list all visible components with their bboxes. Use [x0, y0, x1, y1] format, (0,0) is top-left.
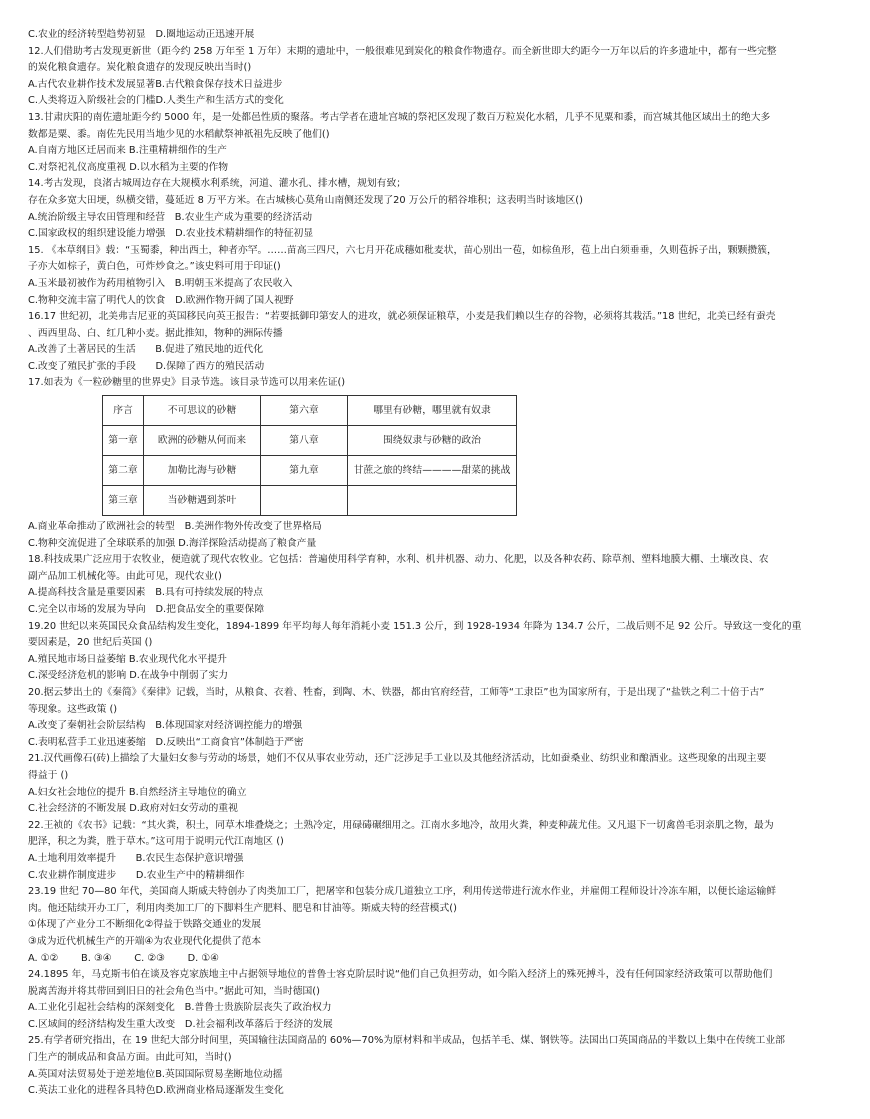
text-line: 22.王祯的《农书》记载：“其火粪，积土，同草木堆叠烧之；土熟冷定，用碌碡碾细用之。江南水多地冷，故用火粪，种麦种蔬尤佳。又凡退下一切禽兽毛羽亲肌之物，最为 [28, 819, 774, 831]
text-line: A.提高科技含量是重要因素 B.具有可持续发展的特点 [28, 587, 264, 599]
text-line: C.农业耕作制度进步 D.农业生产中的精耕细作 [28, 869, 245, 881]
text-line: 脱离苦海并将其带回到旧日的社会角色当中。”据此可知，当时德国() [28, 985, 320, 997]
text-line: C.区域间的经济结构发生重大改变 D.社会福利改革落后于经济的发展 [28, 1018, 333, 1030]
text-line: A.商业革命推动了欧洲社会的转型 B.美洲作物外传改变了世界格局 [28, 521, 322, 533]
toc-chapter-label: 第九章 [261, 456, 348, 486]
toc-chapter-title: 加勒比海与砂糖 [144, 456, 261, 486]
text-line: A.自南方地区迁居而来 B.注重精耕细作的生产 [28, 145, 227, 157]
toc-chapter-title: 围绕奴隶与砂糖的政治 [348, 426, 517, 456]
text-line: 18.科技成果广泛应用于农牧业，便造就了现代农牧业。它包括：普遍使用科学育种，水利、机井机器、动力、化肥，以及各种农药、除草剂、塑料地膜大棚、土壤改良、农 [28, 554, 769, 566]
text-line: 数都是粟、黍。南佐先民用当地少见的水稻献祭神祇祖先反映了他们() [28, 128, 330, 140]
text-line: A.殖民地市场日益萎缩 B.农业现代化水平提升 [28, 653, 227, 665]
text-line: A.改变了秦朝社会阶层结构 B.体现国家对经济调控能力的增强 [28, 720, 303, 732]
text-line: 14.考古发现，良渚古城周边存在大规模水利系统，河道、灌水孔、排水槽，规划有致； [28, 178, 407, 190]
text-line: 得益于 () [28, 769, 69, 781]
text-line: ①体现了产业分工不断细化②得益于铁路交通业的发展 [28, 919, 262, 931]
toc-chapter-title [348, 486, 517, 516]
toc-chapter-title: 不可思议的砂糖 [144, 396, 261, 426]
text-line: 要因素是，20 世纪后英国 () [28, 637, 153, 649]
text-line: 13.甘肃庆阳的南佐遗址距今约 5000 年，是一处都邑性质的聚落。考古学者在遗址宫城的祭祀区发现了数百万粒炭化水稻，几乎不见粟和黍，而宫城其他区域出土的绝大多 [28, 111, 771, 123]
text-line: 子亦大如棕子，黄白色，可炸炒食之。”该史料可用于印证() [28, 261, 281, 273]
text-line: 23.19 世纪 70—80 年代，美国商人斯威夫特创办了肉类加工厂，把屠宰和包装分成几道独立工序，利用传送带进行流水作业，并雇佣工程师设计冷冻车厢，以便长途运输鲜 [28, 886, 777, 898]
text-line: 15. 《本草纲目》载：“玉蜀黍，种出西土，种者亦罕。……苗高三四尺，六七月开花成穗如秕麦状，苗心别出一苞，如棕鱼形，苞上出白须垂垂，久则苞拆子出，颗颗攒簇， [28, 244, 777, 256]
text-line: C.英法工业化的进程各具特色D.欧洲商业格局逐渐发生变化 [28, 1085, 284, 1097]
text-line: 存在众多宽大田埂，纵横交错，蔓延近 8 万平方米。在古城核心莫角山南侧还发现了20 万公斤的稻谷堆积；这表明当时该地区() [28, 194, 583, 206]
toc-chapter-label: 第二章 [103, 456, 144, 486]
text-line: A.统治阶级主导农田管理和经营 B.农业生产成为重要的经济活动 [28, 211, 312, 223]
text-line: 20.据云梦出土的《秦简》《秦律》记载，当时，从粮食、衣着、牲畜，到陶、木、铁器，都由官府经营，工师等“工隶臣”也为国家所有，于是出现了“盐铁之利二十倍于古” [28, 687, 765, 698]
table-row [103, 456, 517, 486]
text-line: C.深受经济危机的影响 D.在战争中削弱了实力 [28, 670, 229, 682]
text-line: 肥泽，积之为粪，胜于草木。”这可用于说明元代江南地区 () [28, 836, 284, 848]
question-block-bottom [28, 519, 842, 1100]
text-line: A.土地利用效率提升 B.农民生态保护意识增强 [28, 852, 244, 864]
text-line: A.改善了土著居民的生活 B.促进了殖民地的近代化 [28, 344, 264, 356]
text-line: 24.1895 年，马克斯韦伯在谈及容克家族地主中占据领导地位的普鲁士容克阶层时说“他们自己负担劳动，如今陷入经济上的殊死搏斗，没有任何国家经济政策可以帮助他们 [28, 969, 773, 981]
text-line: 肉。他还陆续开办工厂，利用肉类加工厂的下脚料生产肥料、肥皂和甘油等。斯威夫特的经营模式() [28, 902, 457, 914]
text-line: ③成为近代机械生产的开端④为农业现代化提供了范本 [28, 935, 262, 947]
text-line: 副产品加工机械化等。由此可见，现代农业() [28, 570, 222, 582]
toc-chapter-label [261, 486, 348, 516]
toc-table-wrapper [102, 395, 842, 516]
text-line: C.物种交流丰富了明代人的饮食 D.欧洲作物开阔了国人视野 [28, 294, 294, 306]
text-line: 17.如表为《一粒砂糖里的世界史》目录节选。该目录节选可以用来佐证() [28, 377, 346, 389]
text-line: C.表明私营手工业迅速萎缩 D.反映出“工商食官”体制趋于严密 [28, 736, 304, 748]
text-line: C.农业的经济转型趋势初显 D.圈地运动正迅速开展 [28, 29, 255, 40]
question-block-top [28, 27, 842, 392]
text-line: A.妇女社会地位的提升 B.自然经济主导地位的确立 [28, 786, 247, 798]
text-line: C.物种交流促进了全球联系的加强 D.海洋探险活动提高了粮食产量 [28, 537, 317, 549]
toc-chapter-label: 第一章 [103, 426, 144, 456]
toc-chapter-label: 序言 [103, 396, 144, 426]
text-line: 的炭化粮食遗存。炭化粮食遗存的发现反映出当时() [28, 62, 252, 74]
toc-chapter-label: 第八章 [261, 426, 348, 456]
text-line: 21.汉代画像石(砖)上描绘了大量妇女参与劳动的场景，她们不仅从事农业劳动，还广泛涉足手工业以及其他经济活动，比如蚕桑业、纺织业和酿酒业。这些现象的出现主要 [28, 753, 767, 765]
toc-chapter-title: 甘蔗之旅的终结————甜菜的挑战 [348, 456, 517, 486]
text-line: 、西西里岛、白、红几种小麦。据此推知，物种的洲际传播 [28, 327, 283, 339]
toc-chapter-label: 第三章 [103, 486, 144, 516]
text-line: 12.人们借助考古发现更新世（距今约 258 万年至 1 万年）末期的遗址中，一般很难见到炭化的粮食作物遗存。而全新世即大约距今一万年以后的许多遗址中，都有一些完整 [28, 45, 777, 57]
text-line: C.社会经济的不断发展 D.政府对妇女劳动的重视 [28, 803, 238, 815]
table-row [103, 486, 517, 516]
text-line: C.改变了殖民扩张的手段 D.保障了西方的殖民活动 [28, 360, 265, 372]
toc-table [102, 395, 517, 516]
text-line: C.对祭祀礼仪高度重视 D.以水稻为主要的作物 [28, 161, 229, 173]
table-row [103, 396, 517, 426]
text-line: A. ①② B. ③④ C. ②③ D. ①④ [28, 952, 219, 964]
toc-chapter-title: 欧洲的砂糖从何而来 [144, 426, 261, 456]
toc-chapter-title: 哪里有砂糖，哪里就有奴隶 [348, 396, 517, 426]
text-line: A.工业化引起社会结构的深刻变化 B.普鲁士贵族阶层丧失了政治权力 [28, 1002, 332, 1014]
table-row [103, 426, 517, 456]
text-line: C.人类将迈入阶级社会的门槛D.人类生产和生活方式的变化 [28, 95, 284, 107]
text-line: 19.20 世纪以来英国民众食品结构发生变化，1894-1899 年平均每人每年消耗小麦 151.3 公斤，到 1928-1934 年降为 134.7 公斤，二战后则不足 92 公斤。导致这一变化的重 [28, 620, 802, 632]
text-line: A.古代农业耕作技术发展显著B.古代粮食保存技术日益进步 [28, 78, 283, 90]
text-line: 16.17 世纪初，北美弗吉尼亚的英国移民向英王报告：“若要抵御印第安人的进攻，就必须保证粮草，小麦是我们赖以生存的谷物，必须将其栽活。”18 世纪，北美已经有蚕壳 [28, 311, 776, 323]
text-line: C.国家政权的组织建设能力增强 D.农业技术精耕细作的特征初显 [28, 228, 314, 240]
text-line: A.玉米最初被作为药用植物引入 B.明朝玉米提高了农民收入 [28, 277, 293, 289]
text-line: 等现象。这些政策 () [28, 703, 118, 715]
text-line: 门生产的制成品和食品方面。由此可知，当时() [28, 1052, 232, 1064]
toc-chapter-label: 第六章 [261, 396, 348, 426]
text-line: C.完全以市场的发展为导向 D.把食品安全的重要保障 [28, 604, 265, 616]
text-line: A.英国对法贸易处于逆差地位B.英国国际贸易垄断地位动摇 [28, 1068, 283, 1080]
text-line: 25.有学者研究指出，在 19 世纪大部分时间里，英国输往法国商品的 60%—70%为原材料和半成品，包括羊毛、煤、钢铁等。法国出口英国商品的半数以上集中在传统工业部 [28, 1035, 785, 1047]
toc-chapter-title: 当砂糖遇到茶叶 [144, 486, 261, 516]
